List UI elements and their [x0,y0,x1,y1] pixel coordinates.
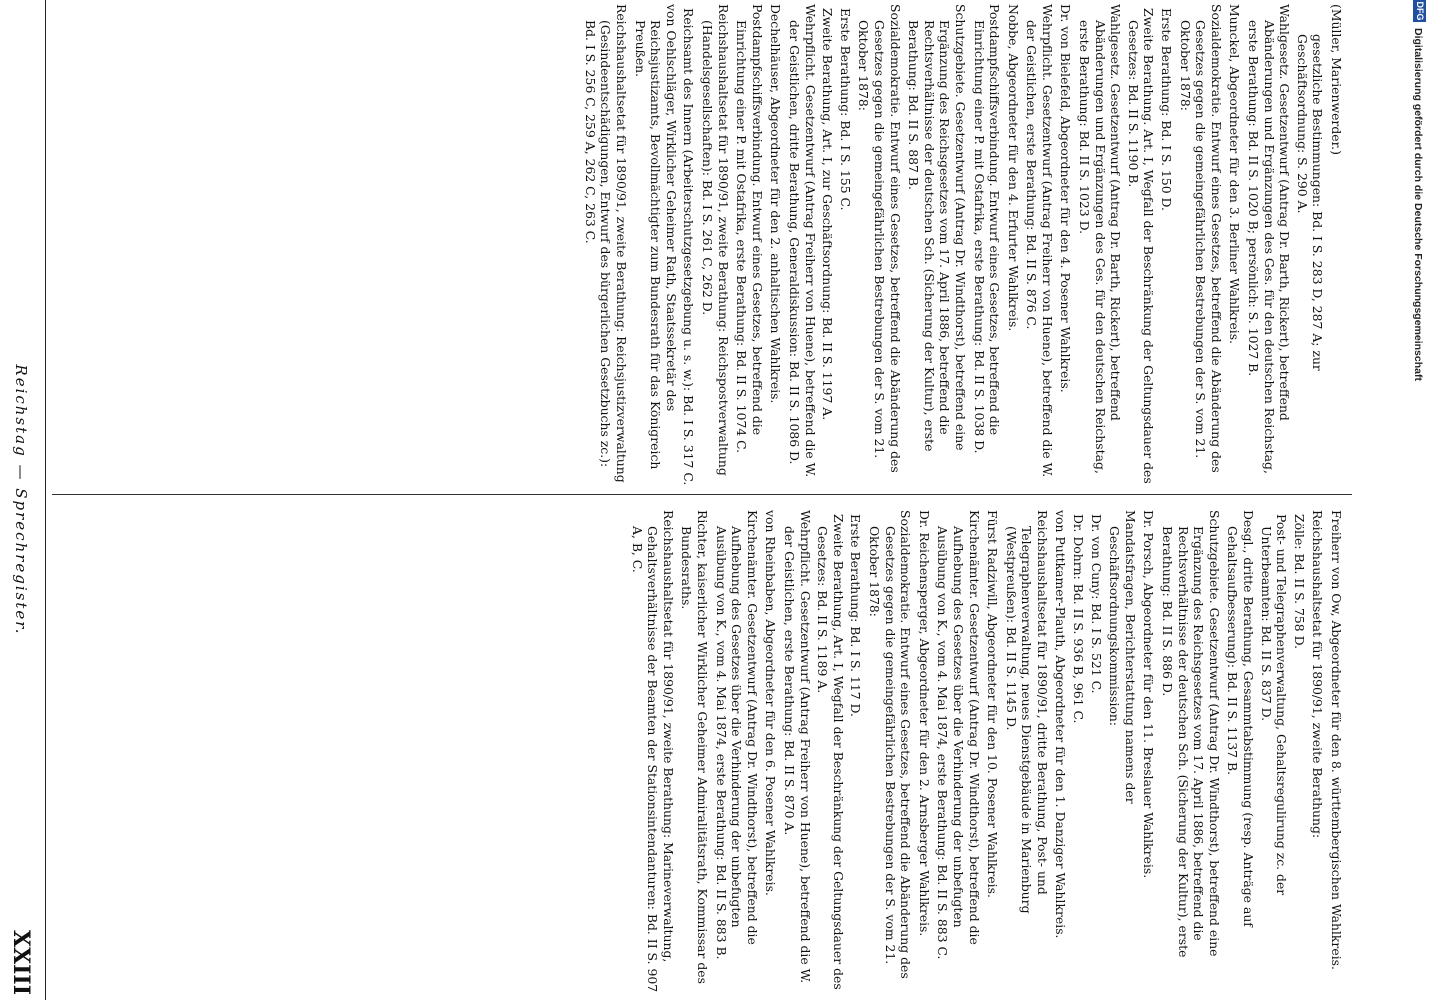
register-entry: Kirchenämter. Gesetzentwurf (Antrag Dr. Windthorst), betreffend die Aufhebung des Gesetzes über die Verhinderung der unbefugten Ausübung von K., vom 4. Mai 1874, erste Berathung: Bd. II S. 883 C. [935,510,982,960]
register-subentry: Zölle: Bd. II S. 758 D. [1291,514,1307,650]
digitization-note [1402,0,1432,1000]
register-subentry: Dr. Dohrn: Bd. II S. 936 B, 961 C. [1071,514,1087,724]
header-rule [45,0,46,1000]
dfg-logo: DFG [1415,1,1425,21]
register-subentry: Zweite Berathung, Art. I, Wegfall der Beschränkung der Geltungsdauer des Gesetzes: Bd. II S. 1189 A. [815,514,846,990]
register-subentry: Erste Berathung: Bd. I S. 117 D. [848,514,864,717]
register-entry: Desgl., dritte Berathung, Gesammtabstimmung (resp. Anträge auf Gehaltsaufbesserung): Bd. II S. 1137 B. [1225,510,1257,927]
register-entry: Sozialdemokratie. Entwurf eines Gesetzes, betreffend die Abänderung des Gesetzes gegen die gemeingefährlichen Bestrebungen der S. vom 21. Oktober 1878: [856,4,903,473]
register-subentry: Post- und Telegraphenverwaltung, Gehaltsregulirung zc. der Unterbeamten: Bd. II S. 837 D. [1258,514,1290,896]
register-entry: Postdampfschiffsverbindung. Entwurf eines Gesetzes, betreffend die Einrichtung einer P. mit Ostafrika, erste Berathung: Bd. II S. 1074 C. [734,4,765,454]
register-entry: Schutzgebiete. Gesetzentwurf (Antrag Dr. Windthorst), betreffend eine Ergänzung des Reichsgesetzes vom 17. April 1886, betreffend die Rechtsverhältnisse der deutschen Sch. (Sicherung der Kultur), erste Berathung: Bd. II S. 887 B. [906,4,968,452]
register-entry: Wehrpflicht. Gesetzentwurf (Antrag Freiherr von Huene), betreffend die W. der Geistlichen, dritte Berathung, Generaldiskussion: Bd. II S. 1086 D. [787,4,818,478]
register-entry: Kirchenämter. Gesetzentwurf (Antrag Dr. Windthorst), betreffend die Aufhebung des Gesetzes über die Verhinderung der unbefugten Ausübung von K., vom 4. Mai 1874, erste Berathung: Bd. II S. 883 B. [713,510,760,960]
register-subentry: Erste Berathung: Bd. I S. 150 D. [1159,8,1175,211]
register-subentry: Zweite Berathung. Art. I, Wegfall der Beschränkung der Geltungsdauer des Gesetzes: Bd. II S. 1190 B. [1125,8,1157,484]
page-header [0,0,34,1000]
digitization-text: Digitalisierung gefördert durch die Deutsche Forschungsgemeinschaft [1412,28,1424,381]
register-entry: von Oehlschläger, Wirklicher Geheimer Rath, Staatssekretär des Reichsjustizamts, Bevollmächtigter zum Bundesrath für das Königreich Preußen. [632,4,679,470]
page-number: XXIII [8,930,34,996]
register-subentry: Dr. von Cuny: Bd. I S. 521 C. [1088,514,1104,694]
right-column [48,506,1344,998]
register-entry: Dr. Porsch, Abgeordneter für den 11. Breslauer Wahlkreis. [1141,510,1157,879]
register-entry: Nobbe, Abgeordneter für den 4. Erfurter Wahlkreis. [1005,4,1021,332]
register-entry: Wahlgesetz. Gesetzentwurf (Antrag Dr. Barth, Rickert), betreffend Abänderungen und Ergänzungen des Ges. für den deutschen Reichstag, erste Berathung: Bd. II S. 1023 D. [1077,4,1124,474]
register-entry: Mandatsfragen, Berichterstattung namens der Geschäftsordnungskommission: [1107,510,1138,804]
running-title: Reichstag — Sprechregister. [12,364,30,636]
register-entry: Postdampfschiffsverbindung. Entwurf eines Gesetzes, betreffend die Einrichtung einer P. mit Ostafrika, erste Berathung: Bd. II S. 1038 D. [971,4,1003,454]
left-column [48,0,1344,492]
register-entry: Dr. von Bielefeld, Abgeordneter für den 4. Posener Wahlkreis. [1058,4,1074,393]
register-entry: von Rheinbaben, Abgeordneter für den 6. Posener Wahlkreis. [763,510,779,896]
register-subentry: Zweite Berathung, Art. I, zur Geschäftsordnung: Bd. II S. 1197 A. [820,8,836,421]
register-entry: Wahlgesetz. Gesetzentwurf (Antrag Dr. Barth, Rickert), betreffend Abänderungen und Ergänzungen des Ges. für den deutschen Reichstag, erste Berathung: Bd. II S. 1020 B; persönlich: S. 1027 B. [1246,4,1293,474]
register-entry: von Puttkamer-Plauth, Abgeordneter für den 1. Danziger Wahlkreis. [1053,510,1069,939]
register-subentry: Erste Berathung: Bd. I S. 155 C. [837,8,853,211]
register-entry: Sozialdemokratie. Entwurf eines Gesetzes, betreffend die Abänderung des Gesetzes gegen die gemeingefährlichen Bestrebungen der S. vom 21. Oktober 1878: [866,510,914,979]
register-entry: Fürst Radziwill, Abgeordneter für den 10. Posener Wahlkreis. [985,510,1001,898]
register-entry: Wehrpflicht. Gesetzentwurf (Antrag Freiherr von Huene), betreffend die W. der Geistlichen, erste Berathung: Bd. II S. 876 C. [1024,4,1055,478]
register-entry: (Müller, Marienwerder.) [1329,4,1344,155]
register-entry: Freiherr von Ow, Abgeordneter für den 8. württembergischen Wahlkreis. [1329,510,1344,970]
register-entry: Munckel, Abgeordneter für den 3. Berliner Wahlkreis. [1227,4,1243,345]
register-entry: Reichshaushaltsetat für 1890/91, dritte Berathung, Post- und Telegraphenverwaltung, neues Dienstgebäude in Marienburg (Westpreußen): Bd. II S. 1145 D. [1003,510,1050,914]
register-entry: Reichshaushaltsetat für 1890/91, zweite Berathung: Reichspostverwaltung (Handelsgesellschaften): Bd. I S. 261 C, 262 D. [700,4,731,476]
register-entry: Richter, kaiserlicher Wirklicher Geheimer Admiralitätsrath, Kommissar des Bundesraths. [679,510,711,984]
register-entry: Reichshaushaltsetat für 1890/91, zweite Berathung: Reichsjustizverwaltung (Gesindeentschädigungen, Entwurf des bürgerlichen Gesetzbuchs zc.): Bd. I S. 256 C, 259 A, 262 C, 263 C. [582,4,630,483]
register-subentry: gesetzliche Bestimmungen: Bd. I S. 283 D, 287 A; zur Geschäftsordnung: S. 290 A. [1294,34,1326,371]
register-entry: Reichshaushaltsetat für 1890/91, zweite Berathung: [1310,510,1326,839]
register-entry: Schutzgebiete. Gesetzentwurf (Antrag Dr. Windthorst), betreffend eine Ergänzung des Reichsgesetzes vom 17. April 1886, betreffend die Rechtsverhältnisse der deutschen Sch. (Sicherung der Kultur), erste Berathung: Bd. II S. 886 D. [1160,510,1222,958]
register-entry: Sozialdemokratie. Entwurf eines Gesetzes, betreffend die Abänderung des Gesetzes gegen die gemeingefährlichen Bestrebungen der S. vom 21. Oktober 1878: [1177,4,1224,473]
column-divider [52,494,1352,495]
register-subentry: Reichsamt des Innern (Arbeiterschutzgesetzgebung u. s. w.): Bd. I S. 317 C. [681,8,697,486]
register-entry: Wehrpflicht. Gesetzentwurf (Antrag Freiherr von Huene), betreffend die W. der Geistlichen, erste Berathung: Bd. II S. 870 A. [782,510,813,984]
register-entry: Dechelhäuser, Abgeordneter für den 2. anhaltischen Wahlkreis. [768,4,784,404]
register-entry: Reichshaushaltsetat für 1890/91, zweite Berathung: Marineverwaltung, Gehaltsverhältnisse der Beamten der Stationsintendanturen: Bd. II S. 907 A, B, C. [629,510,676,993]
register-entry: Dr. Reichensperger, Abgeordneter für den 2. Arnsberger Wahlkreis. [916,510,932,937]
